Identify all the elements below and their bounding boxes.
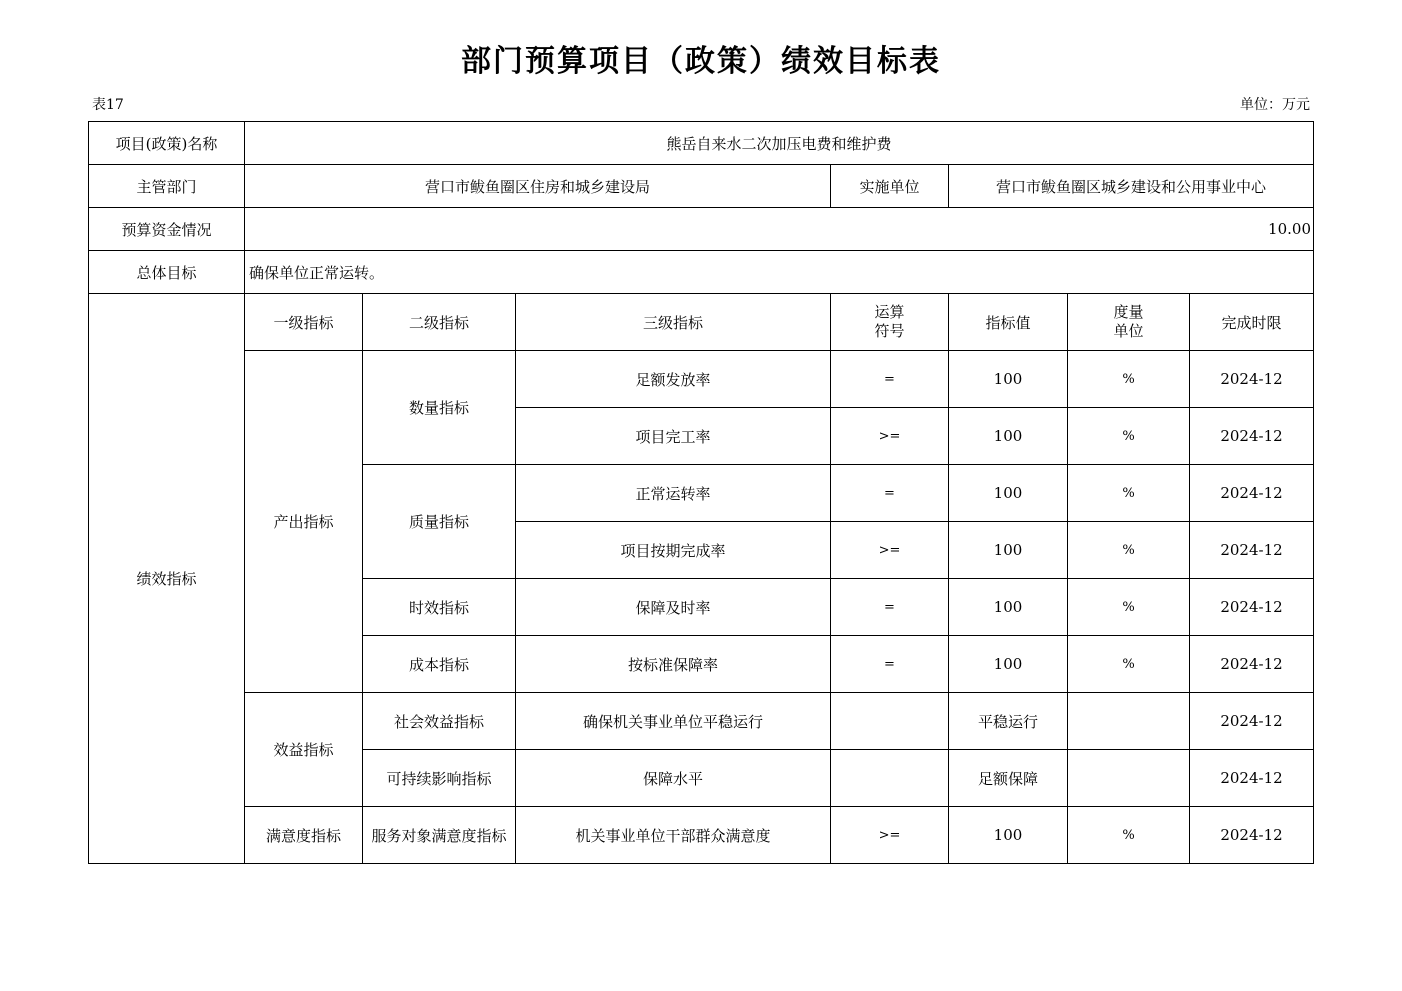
table-number: 表17 <box>92 97 124 113</box>
cell-time: 2024-12 <box>1190 636 1314 693</box>
goal-value: 确保单位正常运转。 <box>245 251 1314 294</box>
dept-value: 营口市鲅鱼圈区住房和城乡建设局 <box>245 165 831 208</box>
project-name-row <box>89 122 1314 165</box>
page-title: 部门预算项目（政策）绩效目标表 <box>461 44 941 79</box>
group-social: 社会效益指标 <box>363 693 516 750</box>
cell-op: = <box>831 636 949 693</box>
header-l3: 三级指标 <box>516 294 831 351</box>
cell-time: 2024-12 <box>1190 522 1314 579</box>
header-val: 指标值 <box>949 294 1068 351</box>
cell-l3: 机关事业单位干部群众满意度 <box>516 807 831 864</box>
budget-row <box>89 208 1314 251</box>
impl-value: 营口市鲅鱼圈区城乡建设和公用事业中心 <box>949 165 1314 208</box>
cell-l3: 项目按期完成率 <box>516 522 831 579</box>
cell-unit <box>1068 693 1190 750</box>
table-row <box>89 807 1314 864</box>
group-satisfaction: 满意度指标 <box>245 807 363 864</box>
cell-unit: % <box>1068 408 1190 465</box>
group-output: 产出指标 <box>245 351 363 693</box>
cell-unit: % <box>1068 522 1190 579</box>
cell-op: >= <box>831 807 949 864</box>
impl-label: 实施单位 <box>831 165 949 208</box>
cell-unit <box>1068 750 1190 807</box>
goal-label: 总体目标 <box>89 251 245 294</box>
table-row <box>89 693 1314 750</box>
group-service: 服务对象满意度指标 <box>363 807 516 864</box>
group-sustain: 可持续影响指标 <box>363 750 516 807</box>
header-unit: 度量 单位 <box>1068 294 1190 351</box>
unit-label: 单位：万元 <box>1240 97 1310 113</box>
indicator-header-row <box>89 294 1314 351</box>
goal-row <box>89 251 1314 294</box>
cell-val: 100 <box>949 636 1068 693</box>
cell-time: 2024-12 <box>1190 408 1314 465</box>
cell-val: 100 <box>949 465 1068 522</box>
table-row <box>89 351 1314 408</box>
cell-unit: % <box>1068 465 1190 522</box>
group-quality: 质量指标 <box>363 465 516 579</box>
dept-label: 主管部门 <box>89 165 245 208</box>
budget-value: 10.00 <box>245 208 1314 251</box>
cell-unit: % <box>1068 636 1190 693</box>
project-name-label: 项目(政策)名称 <box>89 122 245 165</box>
header-l1: 一级指标 <box>245 294 363 351</box>
perf-label: 绩效指标 <box>89 294 245 864</box>
cell-l3: 保障水平 <box>516 750 831 807</box>
performance-table <box>88 121 1314 864</box>
cell-op <box>831 750 949 807</box>
cell-val: 100 <box>949 807 1068 864</box>
cell-val: 100 <box>949 522 1068 579</box>
cell-val: 平稳运行 <box>949 693 1068 750</box>
department-row <box>89 165 1314 208</box>
cell-unit: % <box>1068 579 1190 636</box>
cell-l3: 确保机关事业单位平稳运行 <box>516 693 831 750</box>
cell-time: 2024-12 <box>1190 351 1314 408</box>
cell-val: 100 <box>949 351 1068 408</box>
cell-op: = <box>831 579 949 636</box>
project-name-value: 熊岳自来水二次加压电费和维护费 <box>245 122 1314 165</box>
cell-op <box>831 693 949 750</box>
cell-op: >= <box>831 408 949 465</box>
cell-l3: 足额发放率 <box>516 351 831 408</box>
cell-op: >= <box>831 522 949 579</box>
group-cost: 成本指标 <box>363 636 516 693</box>
group-timeliness: 时效指标 <box>363 579 516 636</box>
cell-l3: 按标准保障率 <box>516 636 831 693</box>
cell-time: 2024-12 <box>1190 807 1314 864</box>
cell-val: 100 <box>949 408 1068 465</box>
cell-time: 2024-12 <box>1190 465 1314 522</box>
budget-label: 预算资金情况 <box>89 208 245 251</box>
cell-time: 2024-12 <box>1190 693 1314 750</box>
group-benefit: 效益指标 <box>245 693 363 807</box>
group-quantity: 数量指标 <box>363 351 516 465</box>
cell-val: 足额保障 <box>949 750 1068 807</box>
cell-l3: 项目完工率 <box>516 408 831 465</box>
cell-unit: % <box>1068 807 1190 864</box>
cell-op: = <box>831 465 949 522</box>
cell-l3: 正常运转率 <box>516 465 831 522</box>
header-op: 运算 符号 <box>831 294 949 351</box>
cell-unit: % <box>1068 351 1190 408</box>
cell-l3: 保障及时率 <box>516 579 831 636</box>
header-l2: 二级指标 <box>363 294 516 351</box>
header-time: 完成时限 <box>1190 294 1314 351</box>
cell-val: 100 <box>949 579 1068 636</box>
cell-time: 2024-12 <box>1190 750 1314 807</box>
cell-time: 2024-12 <box>1190 579 1314 636</box>
cell-op: = <box>831 351 949 408</box>
